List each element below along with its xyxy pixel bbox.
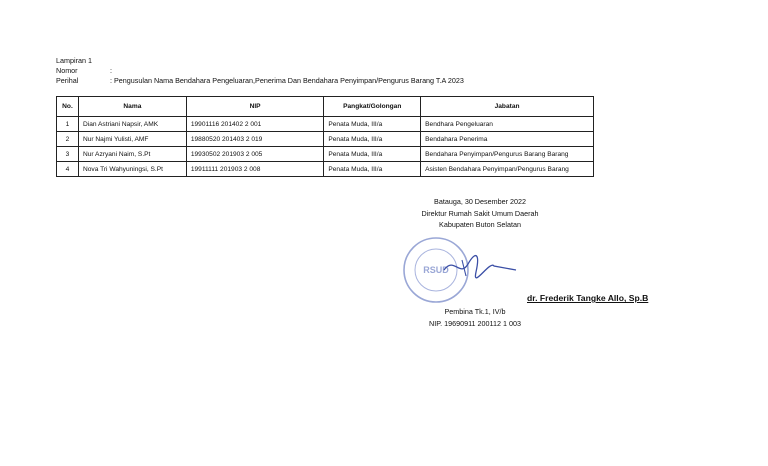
- header-nip: NIP: [186, 97, 324, 117]
- cell-pangkat: Penata Muda, III/a: [324, 117, 421, 132]
- cell-nama: Nur Azryani Naim, S.Pt: [78, 147, 186, 162]
- cell-jabatan: Asisten Bendahara Penyimpan/Pengurus Barang: [421, 162, 594, 177]
- table-row: [57, 147, 594, 162]
- cell-no: 3: [57, 147, 79, 162]
- cell-jabatan: Bendahara Penerima: [421, 132, 594, 147]
- cell-pangkat: Penata Muda, III/a: [324, 147, 421, 162]
- cell-no: 4: [57, 162, 79, 177]
- lampiran-label: Lampiran 1: [56, 56, 92, 65]
- cell-nama: Nur Najmi Yulisti, AMF: [78, 132, 186, 147]
- cell-nip: 19930502 201903 2 005: [186, 147, 324, 162]
- signer-position: Direktur Rumah Sakit Umum Daerah: [421, 208, 539, 218]
- perihal-line: [56, 76, 464, 86]
- signer-rank-block: [400, 306, 550, 329]
- header-no: No.: [57, 97, 79, 117]
- cell-nip: 19880520 201403 2 019: [186, 132, 324, 147]
- perihal-value: : Pengusulan Nama Bendahara Pengeluaran,Penerima Dan Bendahara Penyimpan/Pengurus Barang T.A 2023: [110, 76, 464, 85]
- nomor-line: [56, 66, 464, 76]
- lampiran-line: [56, 56, 464, 66]
- signer-office: Kabupaten Buton Selatan: [439, 220, 521, 229]
- handwritten-signature: [440, 252, 520, 282]
- signer-rank: Pembina Tk.1, IV/b: [444, 307, 506, 316]
- table-row: [57, 162, 594, 177]
- cell-jabatan: Bendhara Pengeluaran: [421, 117, 594, 132]
- nomor-label: Nomor: [56, 66, 78, 75]
- stamp-label: RSUD: [423, 265, 449, 275]
- table-row: [57, 117, 594, 132]
- cell-nip: 19911111 201903 2 008: [186, 162, 324, 177]
- signer-name: dr. Frederik Tangke Allo, Sp.B: [527, 293, 649, 303]
- cell-nama: Dian Astriani Napsir, AMK: [78, 117, 186, 132]
- cell-no: 2: [57, 132, 79, 147]
- place-date: Batauga, 30 Desember 2022: [434, 197, 526, 206]
- nomor-value: :: [110, 66, 112, 75]
- signer-nip: NIP. 19690911 200112 1 003: [429, 318, 521, 328]
- staff-table: [56, 96, 594, 177]
- header-jabatan: Jabatan: [421, 97, 594, 117]
- cell-jabatan: Bendahara Penyimpan/Pengurus Barang Barang: [421, 147, 594, 162]
- cell-nip: 19901116 201402 2 001: [186, 117, 324, 132]
- cell-pangkat: Penata Muda, III/a: [324, 162, 421, 177]
- letter-meta: [56, 56, 464, 86]
- cell-nama: Nova Tri Wahyuningsi, S.Pt: [78, 162, 186, 177]
- header-pangkat: Pangkat/Golongan: [324, 97, 421, 117]
- cell-no: 1: [57, 117, 79, 132]
- header-nama: Nama: [78, 97, 186, 117]
- table-header-row: [57, 97, 594, 117]
- signature-block: [400, 196, 560, 231]
- table-row: [57, 132, 594, 147]
- cell-pangkat: Penata Muda, III/a: [324, 132, 421, 147]
- perihal-label: Perihal: [56, 76, 79, 85]
